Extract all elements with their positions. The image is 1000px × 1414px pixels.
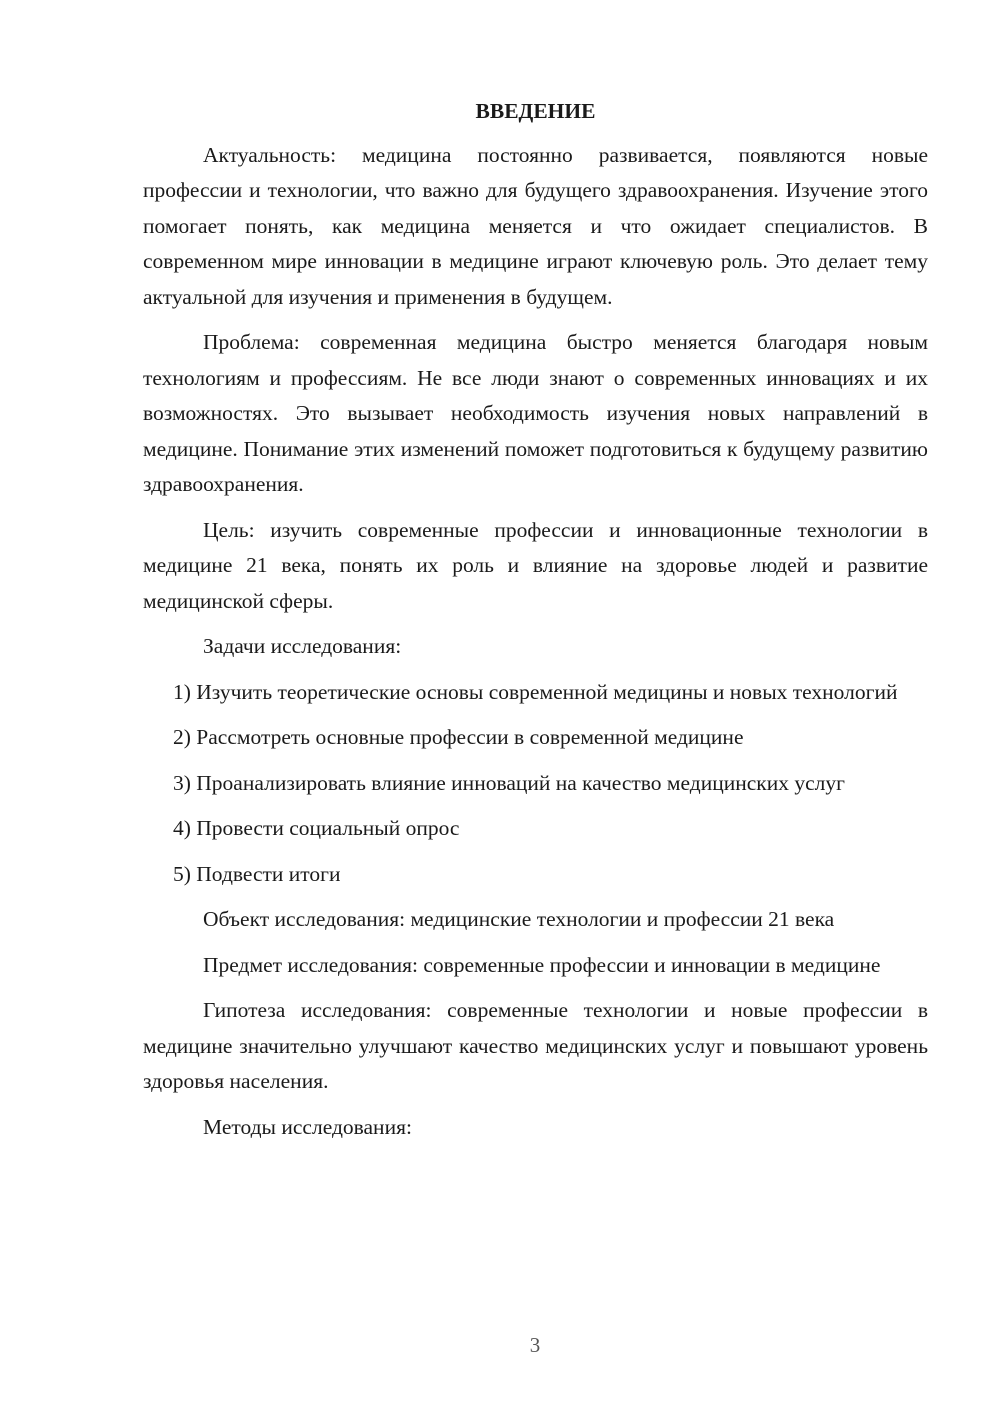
goal-paragraph: Цель: изучить современные профессии и инновационные технологии в медицине 21 века, понять их роль и влияние на здоровье людей и развитие медицинской сферы. [143, 517, 928, 613]
task-item-2: 2) Рассмотреть основные профессии в современной медицине [173, 725, 744, 749]
section-title: ВВЕДЕНИЕ [475, 99, 596, 123]
task-item-3: 3) Проанализировать влияние инноваций на качество медицинских услуг [173, 770, 845, 795]
problem-paragraph: Проблема: современная медицина быстро меняется благодаря новым технологиям и профессиям. Не все люди знают о современных инновациях и их возможностях. Это вызывает необходимость изучения новых направлений в медицине. Понимание этих изменений поможет подготовиться к будущему развитию здравоохранения. [143, 330, 928, 496]
research-object-paragraph: Объект исследования: медицинские технологии и профессии 21 века [203, 907, 835, 931]
task-item-5: 5) Подвести итоги [173, 861, 341, 886]
task-item-1: 1) Изучить теоретические основы современной медицины и новых технологий [173, 679, 898, 704]
research-hypothesis-paragraph: Гипотеза исследования: современные технологии и новые профессии в медицине значительно улучшают качество медицинских услуг и повышают уровень здоровья населения. [143, 998, 928, 1093]
relevance-paragraph: Актуальность: медицина постоянно развивается, появляются новые профессии и технологии, что важно для будущего здравоохранения. Изучение этого помогает понять, как медицина меняется и что ожидает специалистов. В современном мире инновации в медицине играют ключевую роль. Это делает тему актуальной для изучения и применения в будущем. [143, 142, 928, 309]
research-subject-paragraph: Предмет исследования: современные профессии и инновации в медицине [203, 952, 881, 977]
tasks-heading: Задачи исследования: [203, 634, 402, 658]
page-content [143, 94, 928, 1155]
page-number: 3 [529, 1333, 541, 1357]
task-item-4: 4) Провести социальный опрос [173, 816, 460, 840]
research-methods-heading: Методы исследования: [203, 1114, 412, 1139]
